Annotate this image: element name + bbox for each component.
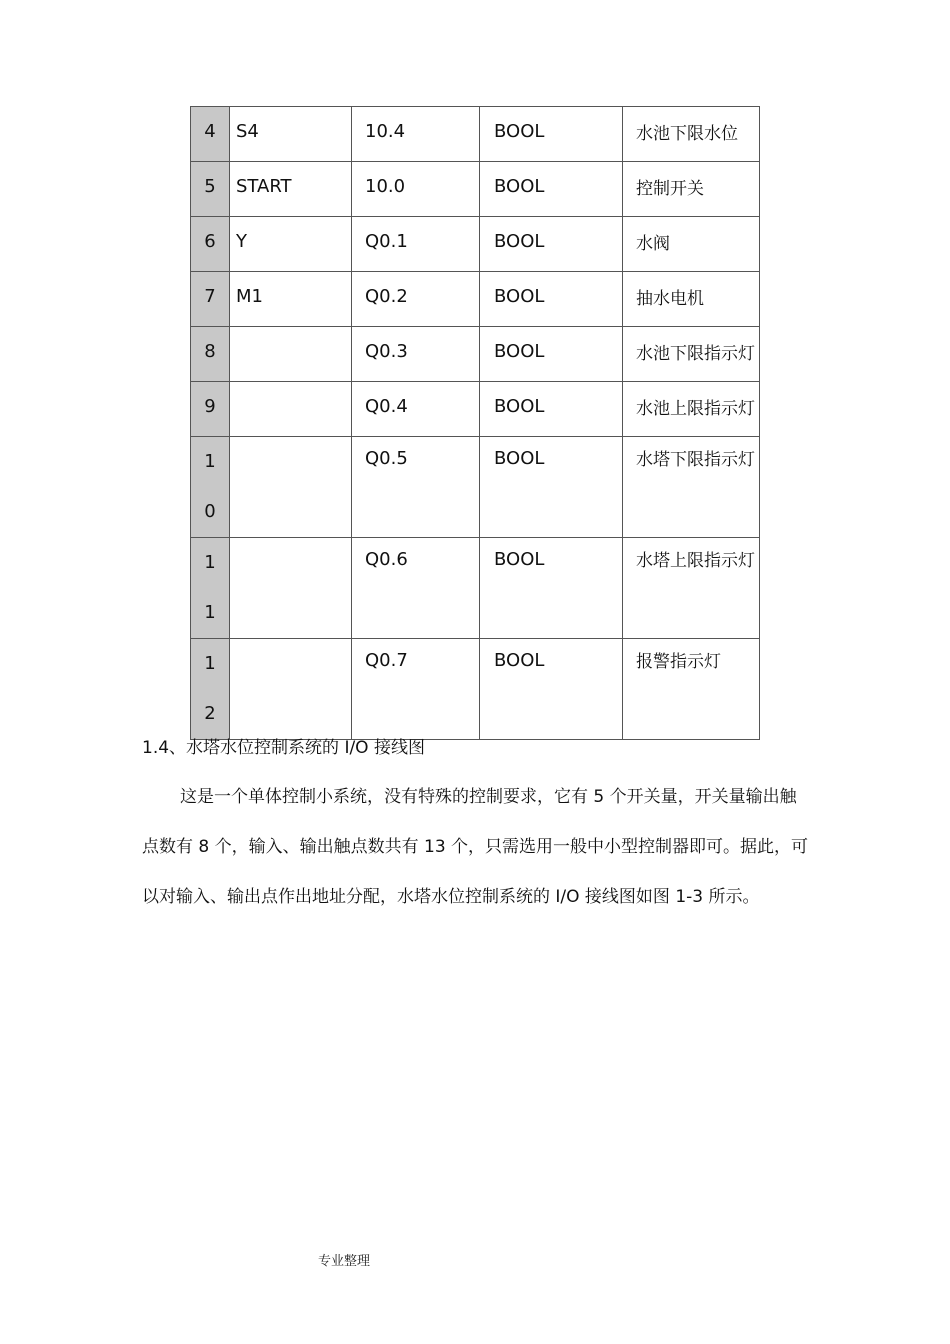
io-assignment-table — [190, 106, 760, 740]
description-cell: 水塔下限指示灯 — [623, 437, 760, 538]
table-row — [191, 639, 760, 740]
row-number-digit: 1 — [204, 552, 216, 573]
row-number-cell — [191, 162, 230, 217]
symbol-cell: START — [230, 162, 352, 217]
row-number-digit: 4 — [204, 121, 216, 142]
type-cell: BOOL — [480, 162, 623, 217]
table-row — [191, 217, 760, 272]
symbol-cell — [230, 437, 352, 538]
address-cell: Q0.3 — [352, 327, 480, 382]
table-row — [191, 382, 760, 437]
address-cell: 10.4 — [352, 107, 480, 162]
row-number-digit: 0 — [204, 501, 216, 522]
symbol-cell — [230, 382, 352, 437]
table-row — [191, 272, 760, 327]
description-cell: 水阀 — [623, 217, 760, 272]
address-cell: Q0.7 — [352, 639, 480, 740]
address-cell: 10.0 — [352, 162, 480, 217]
section-paragraph: 这是一个单体控制小系统，没有特殊的控制要求，它有 5 个开关量，开关量输出触点数有 8 个，输入、输出触点数共有 13 个，只需选用一般中小型控制器即可。据此，可以对输入、输出点作出地址分配，水塔水位控制系统的 I/O 接线图如图 1-3 所示。 — [142, 787, 809, 907]
page-footer: 专业整理 — [318, 1254, 371, 1269]
type-cell: BOOL — [480, 382, 623, 437]
row-number-cell — [191, 382, 230, 437]
row-number-cell — [191, 538, 230, 639]
table-row — [191, 437, 760, 538]
table-row — [191, 538, 760, 639]
address-cell: Q0.5 — [352, 437, 480, 538]
address-cell: Q0.1 — [352, 217, 480, 272]
row-number-digit: 6 — [204, 231, 216, 252]
row-number-cell — [191, 639, 230, 740]
symbol-cell: Y — [230, 217, 352, 272]
type-cell: BOOL — [480, 327, 623, 382]
description-cell: 水池下限水位 — [623, 107, 760, 162]
type-cell: BOOL — [480, 437, 623, 538]
row-number-digit: 8 — [204, 341, 216, 362]
section-heading: 1.4、水塔水位控制系统的 I/O 接线图 — [142, 738, 425, 758]
address-cell: Q0.4 — [352, 382, 480, 437]
type-cell: BOOL — [480, 639, 623, 740]
row-number-digit: 9 — [204, 396, 216, 417]
row-number-cell — [191, 217, 230, 272]
row-number-digit: 2 — [204, 703, 216, 724]
row-number-cell — [191, 327, 230, 382]
row-number-cell — [191, 437, 230, 538]
row-number-cell — [191, 272, 230, 327]
address-cell: Q0.2 — [352, 272, 480, 327]
description-cell: 抽水电机 — [623, 272, 760, 327]
symbol-cell — [230, 639, 352, 740]
row-number-digit: 1 — [204, 653, 216, 674]
symbol-cell: M1 — [230, 272, 352, 327]
description-cell: 水池上限指示灯 — [623, 382, 760, 437]
table-row — [191, 162, 760, 217]
type-cell: BOOL — [480, 217, 623, 272]
type-cell: BOOL — [480, 107, 623, 162]
type-cell: BOOL — [480, 272, 623, 327]
description-cell: 水塔上限指示灯 — [623, 538, 760, 639]
row-number-digit: 1 — [204, 602, 216, 623]
row-number-digit: 1 — [204, 451, 216, 472]
symbol-cell — [230, 538, 352, 639]
row-number-digit: 5 — [204, 176, 216, 197]
table-row — [191, 107, 760, 162]
address-cell: Q0.6 — [352, 538, 480, 639]
row-number-digit: 7 — [204, 286, 216, 307]
table-row — [191, 327, 760, 382]
io-table-body — [191, 107, 760, 740]
symbol-cell — [230, 327, 352, 382]
type-cell: BOOL — [480, 538, 623, 639]
symbol-cell: S4 — [230, 107, 352, 162]
description-cell: 控制开关 — [623, 162, 760, 217]
row-number-cell — [191, 107, 230, 162]
description-cell: 报警指示灯 — [623, 639, 760, 740]
description-cell: 水池下限指示灯 — [623, 327, 760, 382]
